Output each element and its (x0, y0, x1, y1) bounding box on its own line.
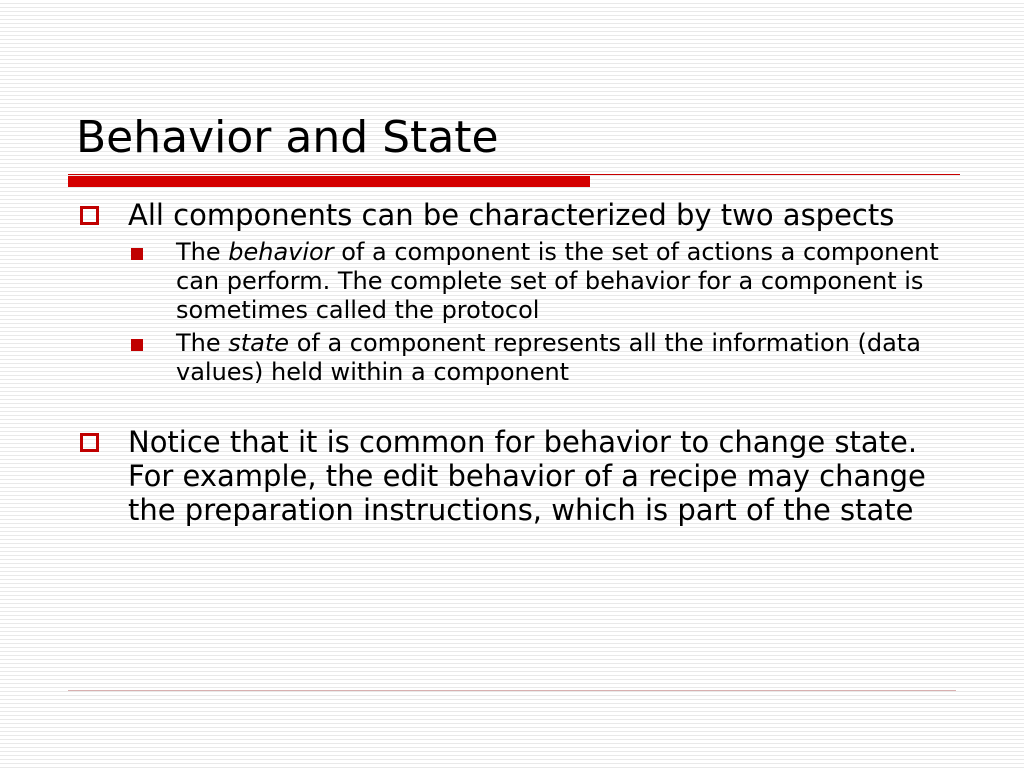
bullet-item (76, 425, 966, 527)
sub-bullet-item (128, 329, 966, 387)
sub-bullet-suffix: of a component represents all the information (data values) held within a component (176, 329, 921, 386)
bullet-item (76, 198, 966, 387)
sub-bullet-term: state (228, 329, 290, 357)
slide-title: Behavior and State (76, 112, 499, 163)
filled-square-bullet-icon (131, 339, 143, 351)
sub-bullet-prefix: The (176, 238, 229, 266)
bullet-text: All components can be characterized by two aspects (128, 198, 895, 232)
bullet-text: Notice that it is common for behavior to change state. For example, the edit behavior of a recipe may change the preparation instructions, which is part of the state (128, 425, 926, 527)
sub-bullet-prefix: The (176, 329, 229, 357)
title-rule-thin (68, 174, 960, 175)
sub-bullet-list (128, 238, 966, 387)
sub-bullet-term: behavior (228, 238, 334, 266)
title-rule-thick (68, 176, 590, 187)
sub-bullet-item (128, 238, 966, 325)
filled-square-bullet-icon (131, 248, 143, 260)
hollow-square-bullet-icon (80, 206, 99, 225)
hollow-square-bullet-icon (80, 433, 99, 452)
footer-rule (68, 690, 956, 691)
bullet-list (76, 198, 966, 527)
sub-bullet-suffix: of a component is the set of actions a component can perform. The complete set of behavior for a component is sometimes called the protocol (176, 238, 939, 324)
